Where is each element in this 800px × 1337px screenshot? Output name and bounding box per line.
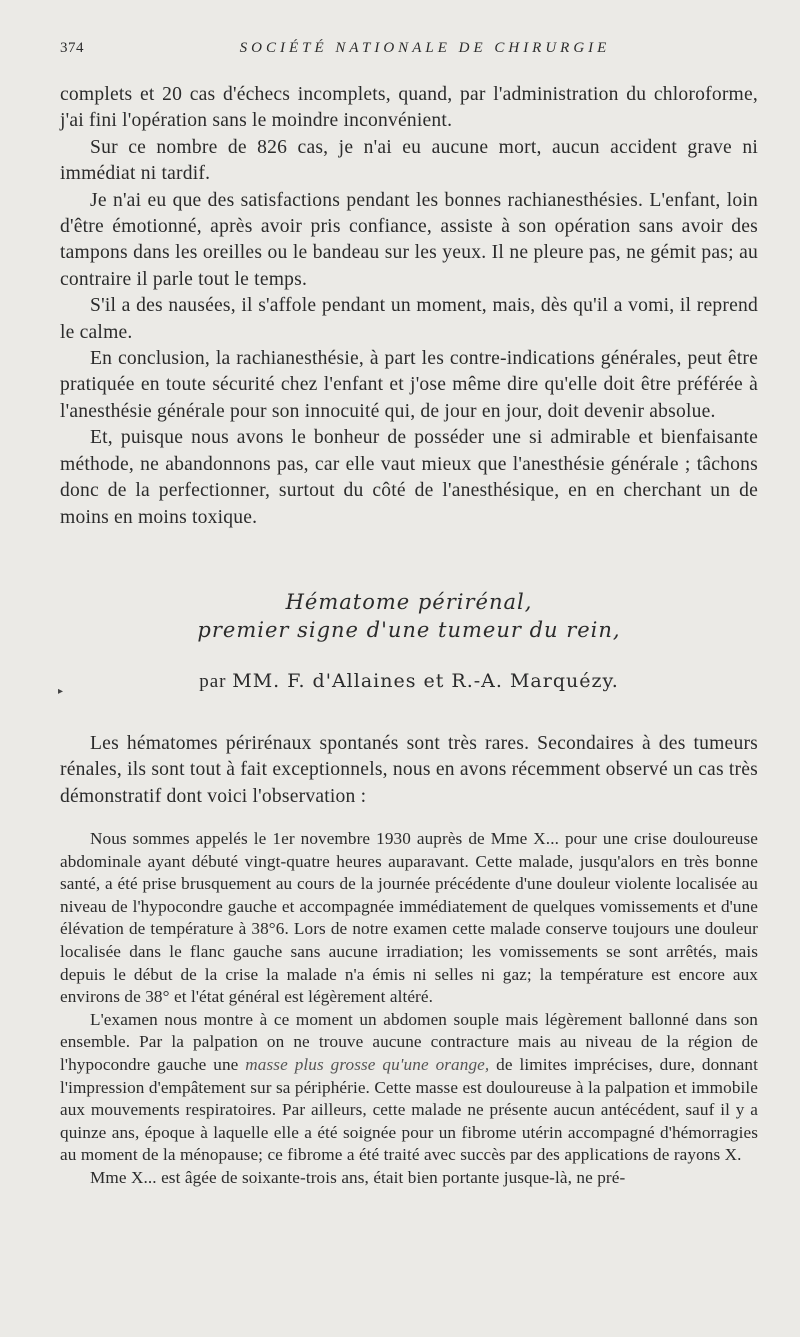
page-number: 374 [60, 40, 84, 56]
observation-text [60, 828, 758, 1190]
title-line: Hématome périrénal, [285, 590, 533, 614]
running-head: SOCIÉTÉ NATIONALE DE CHIRURGIE [239, 40, 611, 56]
paragraph: Mme X... est âgée de soixante-trois ans, était bien portante jusque-là, ne pré- [90, 1167, 626, 1187]
italic-phrase: masse plus grosse qu'une orange, [245, 1054, 490, 1074]
text-run: L'examen nous montre à ce moment un abdomen souple mais légèrement ballonné dans son ensemble. Par la palpation on ne trouve aucune contracture mais au niveau de la région de l'hypocondre gauche une [60, 1009, 758, 1074]
article-intro [60, 731, 758, 810]
paragraph: S'il a des nausées, il s'affole pendant un moment, mais, dès qu'il a vomi, il reprend le calme. [60, 295, 758, 343]
paragraph: Nous sommes appelés le 1er novembre 1930 auprès de Mme X... pour une crise douloureuse abdominale ayant débuté vingt-quatre heures auparavant. Cette malade, jusqu'alors en très bonne santé, a été prise brusquement au cours de la journée précédente d'une douleur violente localisée au niveau de l'hypocondre gauche et accompagnée immédiatement de quelques vomissements et d'une élévation de température à 38°6. Lors de notre examen cette malade conserve toujours une douleur localisée dans le flanc gauche sans aucune irradiation; les vomissements se sont arrêtés, mais depuis le début de la crise la malade n'a émis ni selles ni gaz; la température est encore aux environs de 38° et l'état général est légèrement altéré. [60, 829, 758, 1007]
paragraph: Et, puisque nous avons le bonheur de posséder une si admirable et bienfaisante méthode, ne abandonnons pas, car elle vaut mieux que l'anesthésie générale ; tâchons donc de la perfectionner, surtout du côté de l'anesthésique, en en cherchant un de moins en moins toxique. [60, 427, 758, 528]
text-run: de limites imprécises, dure, donnant l'impression d'empâtement sur sa périphérie. Cette masse est douloureuse à la palpation et immobile aux mouvements respiratoires. Par ailleurs, cette malade ne présente aucun antécédent, sauf il y a quinze ans, époque à laquelle elle a été soignée pour un fibrome utérin accompagné d'hémorragies au moment de la ménopause; ce fibrome a été traité avec succès par des applications de rayons X. [60, 1054, 758, 1165]
page-header [60, 40, 760, 62]
paragraph [60, 1009, 758, 1167]
paragraph: Je n'ai eu que des satisfactions pendant les bonnes rachianesthésies. L'enfant, loin d'être émotionné, après avoir pris confiance, assiste à son opération sans avoir des tampons dans les oreilles ou le bandeau sur les yeux. Il ne pleure pas, ne gémit pas; au contraire il parle tout le temps. [60, 189, 758, 290]
authors-names: MM. F. d'Allaines et R.-A. Marquézy. [232, 670, 619, 692]
paragraph: Les hématomes périrénaux spontanés sont très rares. Secondaires à des tumeurs rénales, ils sont tout à fait exceptionnels, nous en avons récemment observé un cas très démonstratif dont voici l'observation : [60, 733, 758, 807]
title-line: premier signe d'une tumeur du rein, [197, 618, 621, 642]
authors-line [60, 670, 758, 693]
paragraph: Sur ce nombre de 826 cas, je n'ai eu aucune mort, aucun accident grave ni immédiat ni tardif. [60, 136, 758, 185]
margin-mark: ▸ [58, 686, 64, 697]
authors-prefix: par [199, 671, 227, 692]
paragraph: En conclusion, la rachianesthésie, à part les contre-indications générales, peut être pratiquée en toute sécurité chez l'enfant et j'ose même dire qu'elle doit être préférée à l'anesthésie générale pour son innocuité qui, de jour en jour, doit devenir absolue. [60, 348, 758, 422]
intro-text [60, 82, 758, 531]
article-title [60, 588, 758, 644]
paragraph: complets et 20 cas d'échecs incomplets, quand, par l'administration du chloroforme, j'ai fini l'opération sans le moindre inconvénient. [60, 84, 758, 132]
